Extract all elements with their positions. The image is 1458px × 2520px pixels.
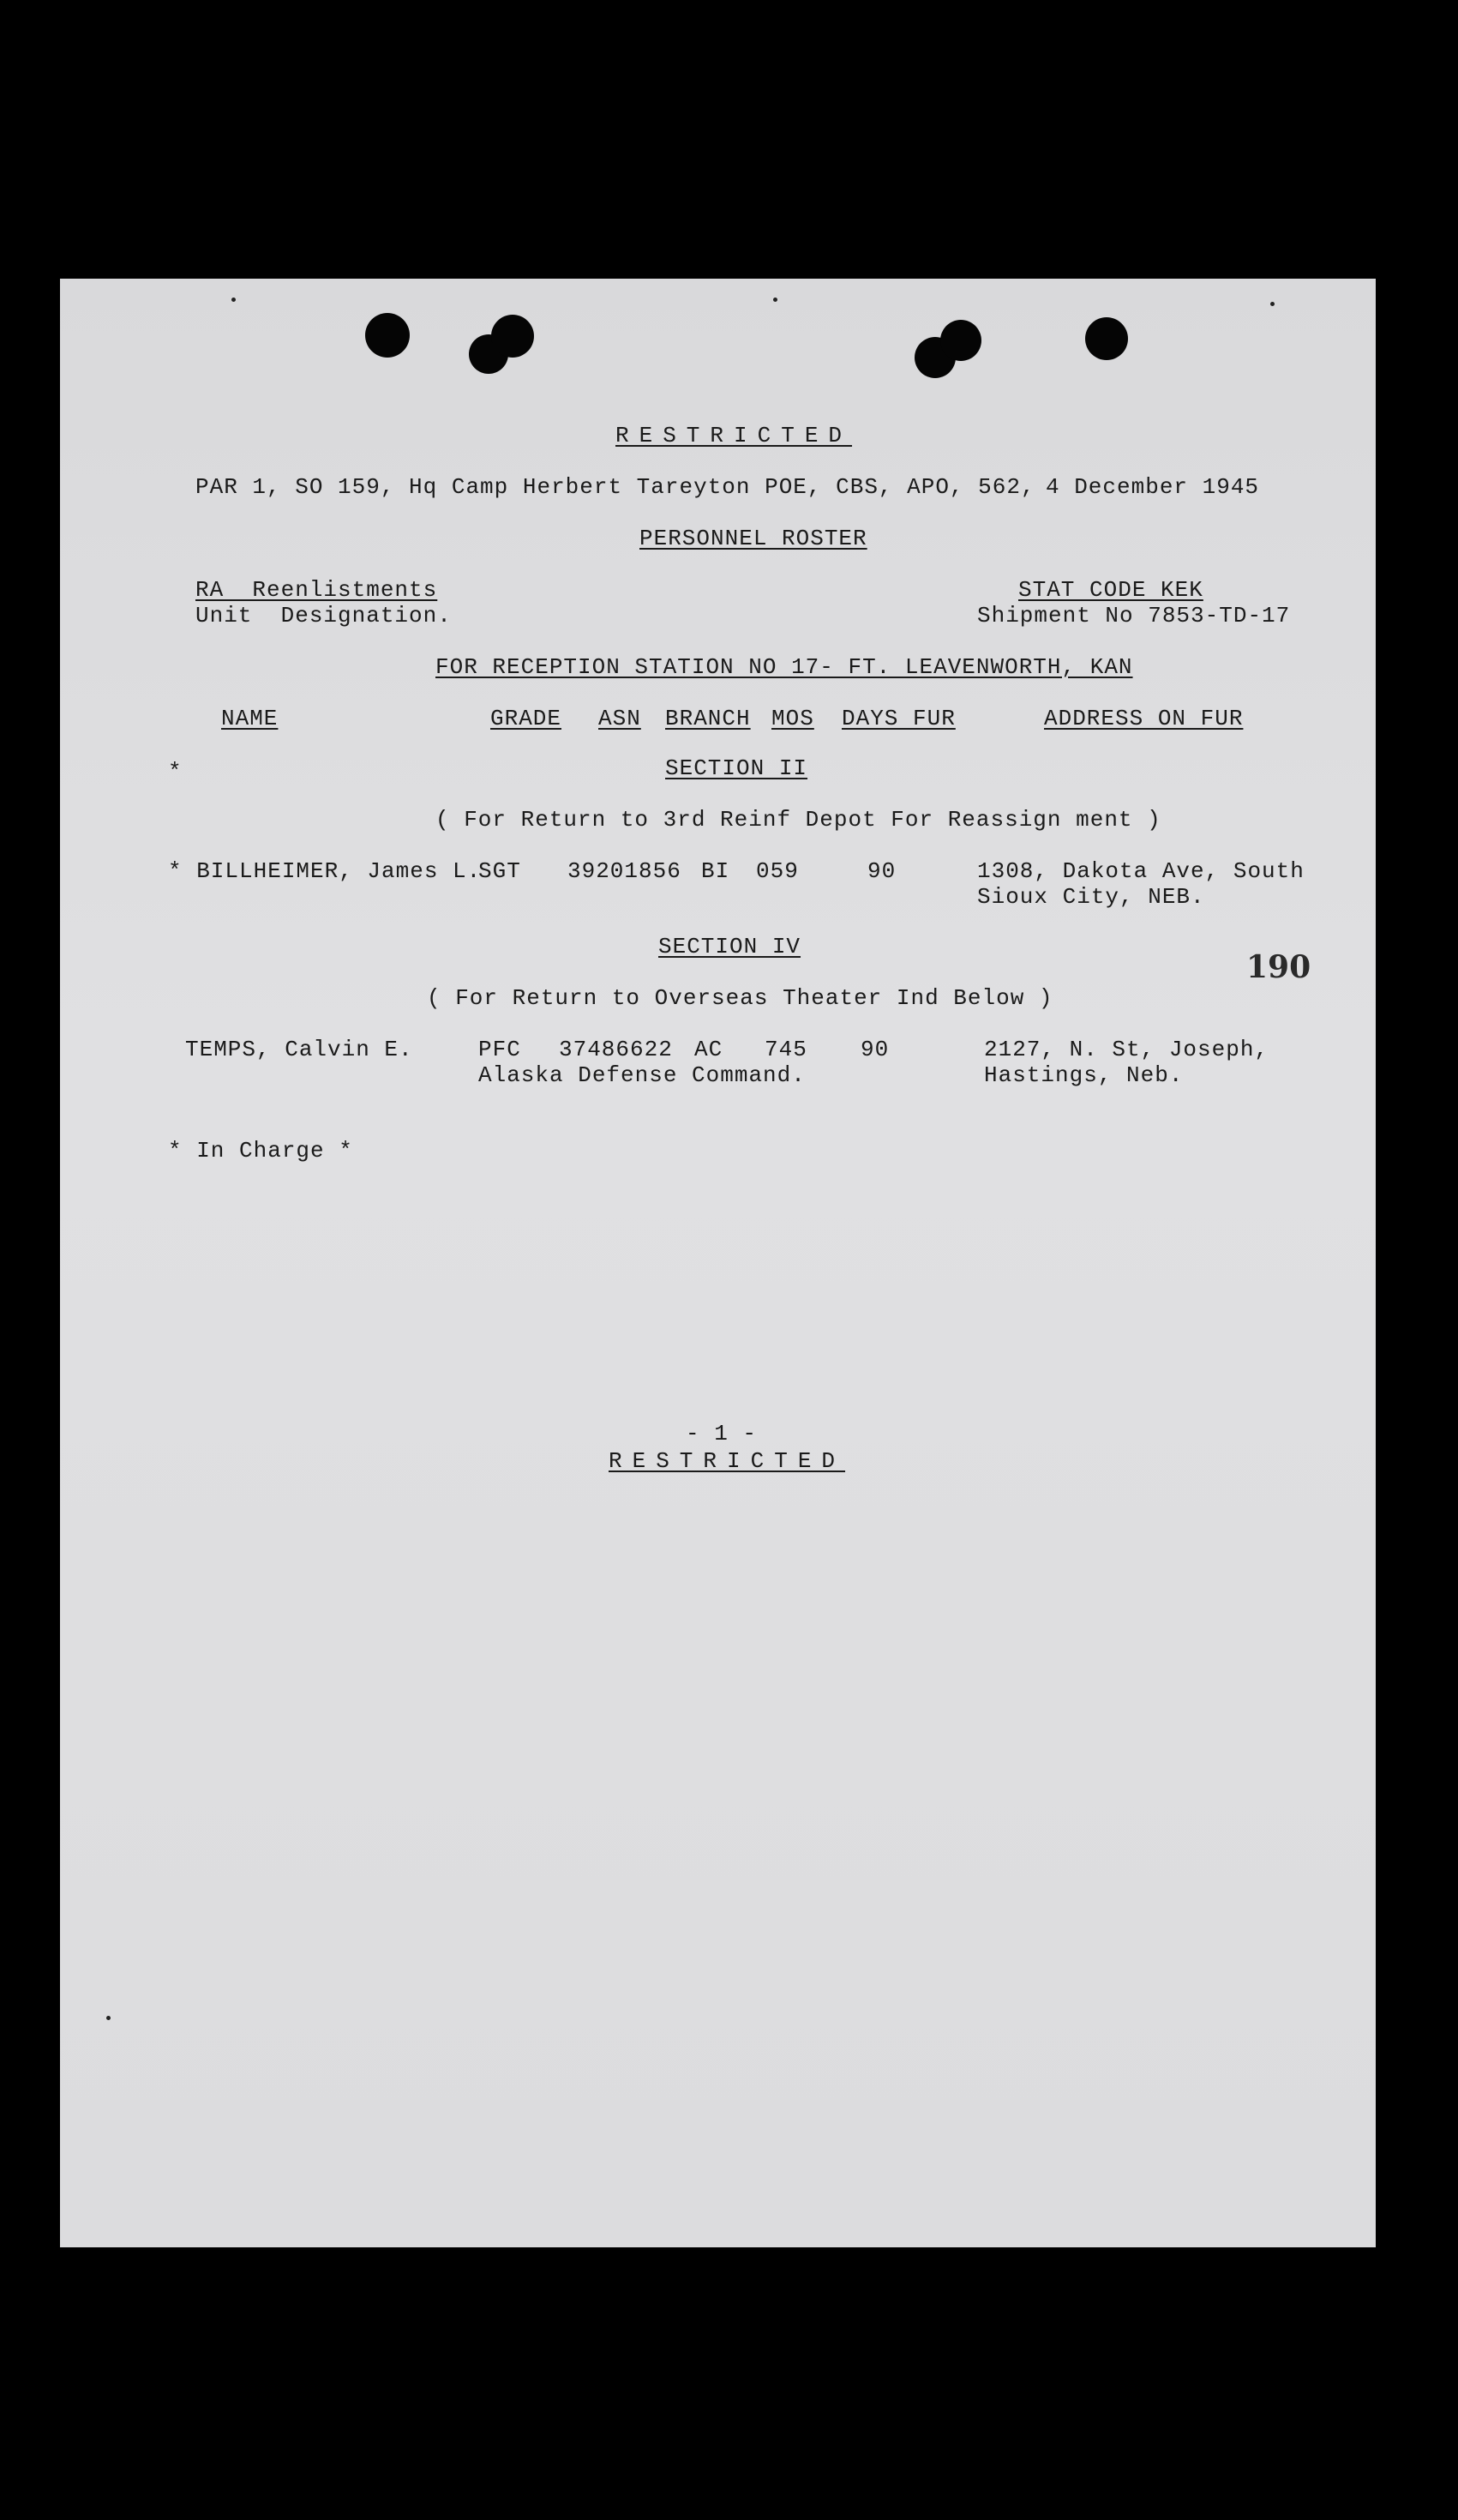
classification-top: RESTRICTED	[615, 423, 853, 448]
unit-designation: Unit Designation.	[195, 603, 452, 628]
col-asn: ASN	[598, 706, 641, 731]
page-stamp: 190	[1246, 949, 1311, 985]
speck	[231, 298, 236, 302]
s4-grade: PFC	[478, 1037, 521, 1062]
punch-hole	[365, 313, 410, 358]
stat-code: STAT CODE KEK	[1018, 577, 1203, 603]
section-2-title: SECTION II	[665, 755, 808, 781]
s2-address-line2: Sioux City, NEB.	[977, 884, 1205, 910]
s4-address-line2: Hastings, Neb.	[984, 1062, 1184, 1088]
s4-mos: 745	[765, 1037, 807, 1062]
s4-note: Alaska Defense Command.	[478, 1062, 806, 1088]
classification-bottom: RESTRICTED	[609, 1448, 846, 1474]
s4-branch: AC	[694, 1037, 723, 1062]
par-line: PAR 1, SO 159, Hq Camp Herbert Tareyton POE, CBS, APO, 562,	[195, 474, 1035, 500]
col-address: ADDRESS ON FUR	[1044, 706, 1244, 731]
shipment-number: Shipment No 7853-TD-17	[977, 603, 1291, 628]
s2-asn: 39201856	[567, 858, 681, 884]
margin-asterisk: *	[168, 759, 183, 785]
in-charge-note: * In Charge *	[168, 1138, 353, 1164]
speck	[773, 298, 777, 302]
s2-name: * BILLHEIMER, James L.	[168, 858, 482, 884]
punch-hole	[1085, 317, 1128, 360]
s2-days: 90	[867, 858, 897, 884]
speck	[1270, 302, 1275, 306]
col-name: NAME	[221, 706, 279, 731]
destination: FOR RECEPTION STATION NO 17- FT. LEAVENWORTH, KAN	[435, 654, 1133, 680]
section-2-subtitle: ( For Return to 3rd Reinf Depot For Reassign ment )	[435, 807, 1161, 833]
roster-title: PERSONNEL ROSTER	[639, 526, 867, 551]
s4-days: 90	[861, 1037, 890, 1062]
col-branch: BRANCH	[665, 706, 751, 731]
s2-grade: SGT	[478, 858, 521, 884]
s2-branch: BI	[701, 858, 730, 884]
col-days-fur: DAYS FUR	[842, 706, 956, 731]
section-4-title: SECTION IV	[658, 934, 801, 959]
s4-address-line1: 2127, N. St, Joseph,	[984, 1037, 1269, 1062]
col-grade: GRADE	[490, 706, 562, 731]
s2-mos: 059	[756, 858, 799, 884]
col-mos: MOS	[771, 706, 814, 731]
unit-type: RA Reenlistments	[195, 577, 438, 603]
document-page	[60, 279, 1376, 2247]
s2-address-line1: 1308, Dakota Ave, South	[977, 858, 1305, 884]
punch-hole	[491, 315, 534, 358]
punch-hole	[940, 320, 981, 361]
page-number: - 1 -	[686, 1421, 758, 1446]
s4-name: TEMPS, Calvin E.	[185, 1037, 413, 1062]
speck	[106, 2016, 111, 2020]
s4-asn: 37486622	[559, 1037, 673, 1062]
document-date: 4 December 1945	[1046, 474, 1260, 500]
section-4-subtitle: ( For Return to Overseas Theater Ind Below )	[427, 985, 1053, 1011]
